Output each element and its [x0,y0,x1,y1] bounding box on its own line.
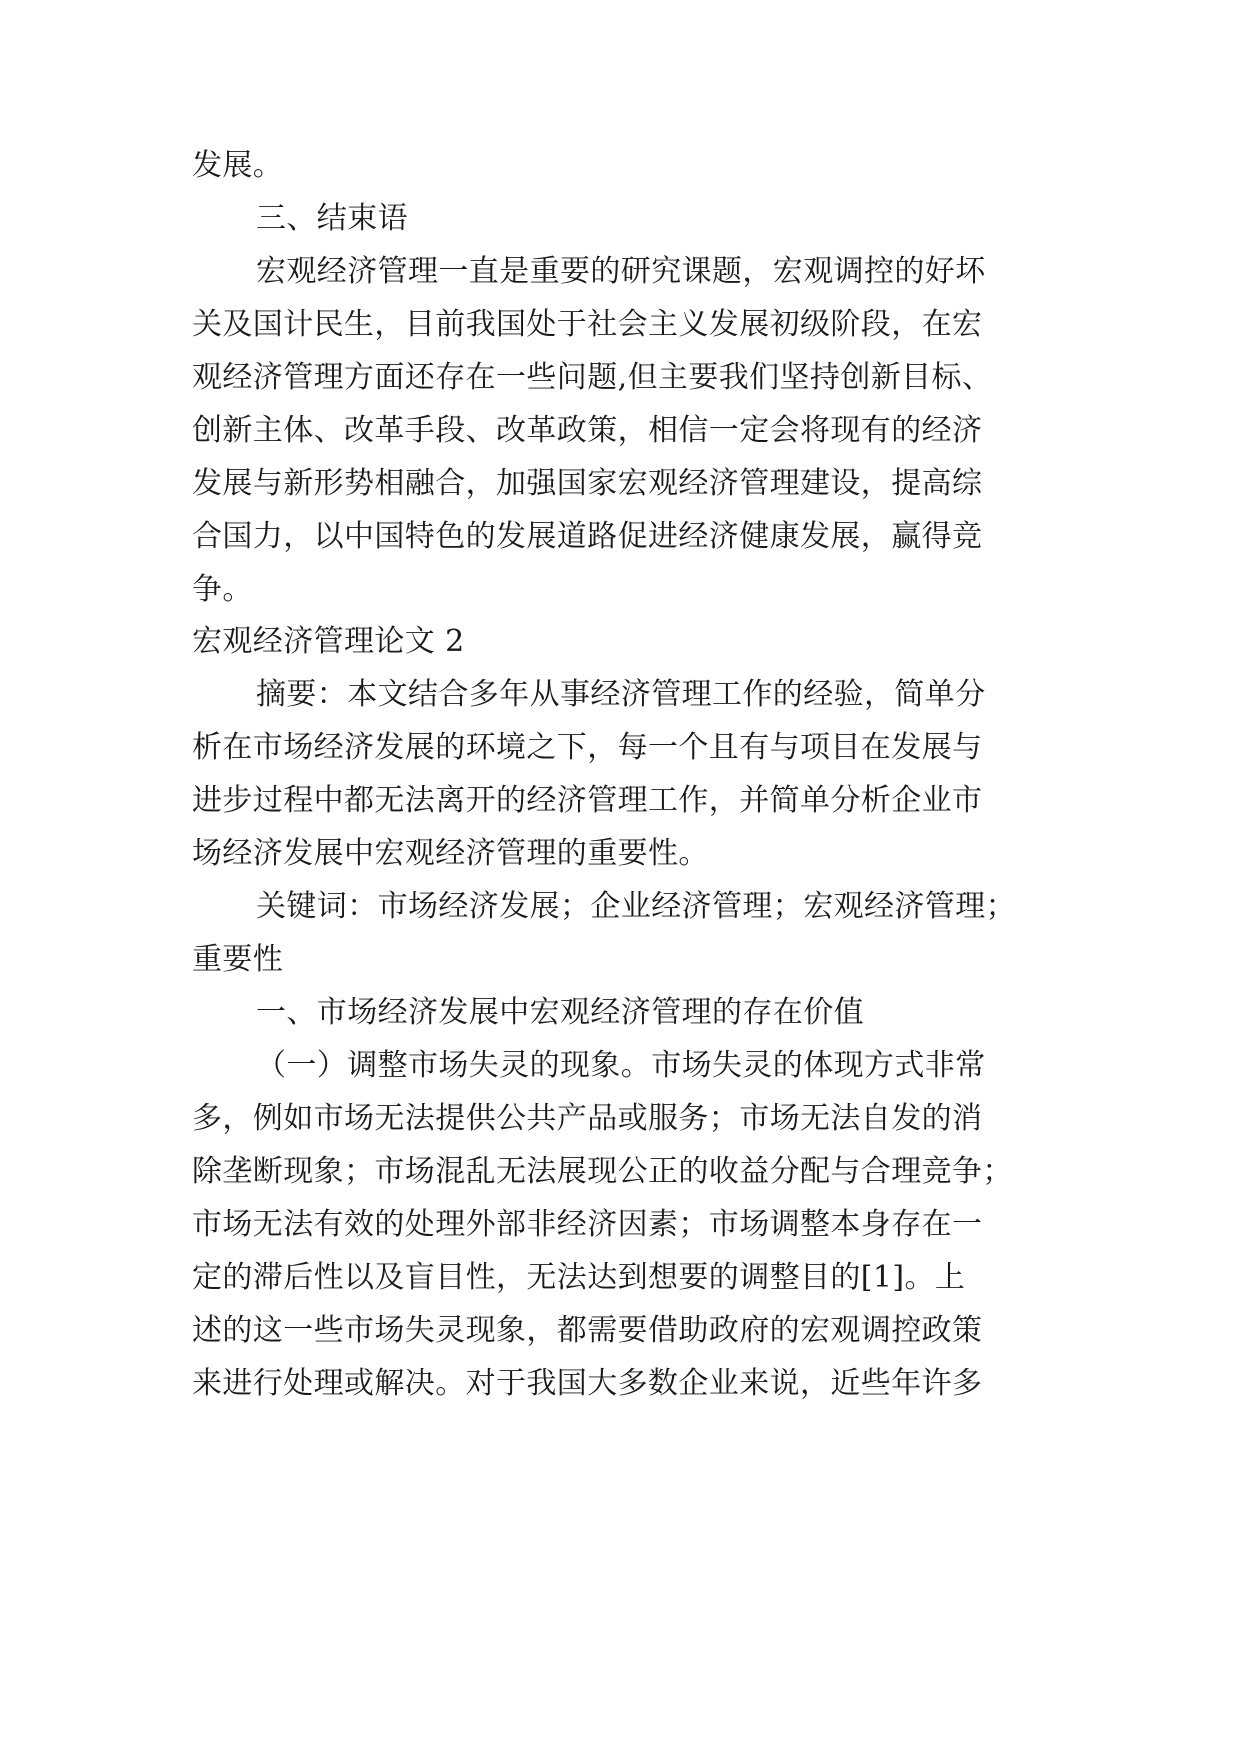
keywords-line: 重要性 [192,942,284,977]
paragraph-line: 观经济管理方面还存在一些问题,但主要我们坚持创新目标、 [192,360,993,395]
paragraph-line: 市场无法有效的处理外部非经济因素；市场调整本身存在一 [192,1207,983,1242]
paragraph-line: （一）调整市场失灵的现象。市场失灵的体现方式非常 [256,1048,986,1083]
section-heading: 一、市场经济发展中宏观经济管理的存在价值 [256,995,864,1030]
paragraph-line: 创新主体、改革手段、改革政策，相信一定会将现有的经济 [192,413,983,448]
paragraph-line: 述的这一些市场失灵现象，都需要借助政府的宏观调控政策 [192,1313,983,1348]
paragraph-line: 多，例如市场无法提供公共产品或服务；市场无法自发的消 [192,1101,983,1136]
paragraph-line: 发展与新形势相融合，加强国家宏观经济管理建设，提高综 [192,466,983,501]
paper-title: 宏观经济管理论文 2 [192,624,465,659]
section-heading: 三、结束语 [256,201,408,236]
paragraph-line: 争。 [192,572,253,607]
paragraph-line: 发展。 [192,148,284,183]
abstract-line: 摘要：本文结合多年从事经济管理工作的经验，简单分 [256,677,986,712]
paragraph-line: 关及国计民生，目前我国处于社会主义发展初级阶段，在宏 [192,307,983,342]
paragraph-line: 宏观经济管理一直是重要的研究课题，宏观调控的好坏 [256,254,986,289]
paragraph-line: 来进行处理或解决。对于我国大多数企业来说，近些年许多 [192,1366,983,1401]
abstract-line: 场经济发展中宏观经济管理的重要性。 [192,836,709,871]
paragraph-line: 除垄断现象；市场混乱无法展现公正的收益分配与合理竞争； [192,1154,1013,1189]
paragraph-line: 合国力，以中国特色的发展道路促进经济健康发展，赢得竞 [192,519,983,554]
abstract-line: 进步过程中都无法离开的经济管理工作，并简单分析企业市 [192,783,983,818]
paragraph-line: 定的滞后性以及盲目性，无法达到想要的调整目的[1]。上 [192,1260,966,1295]
abstract-line: 析在市场经济发展的环境之下，每一个且有与项目在发展与 [192,730,983,765]
keywords-line: 关键词：市场经济发展；企业经济管理；宏观经济管理； [256,889,1016,924]
